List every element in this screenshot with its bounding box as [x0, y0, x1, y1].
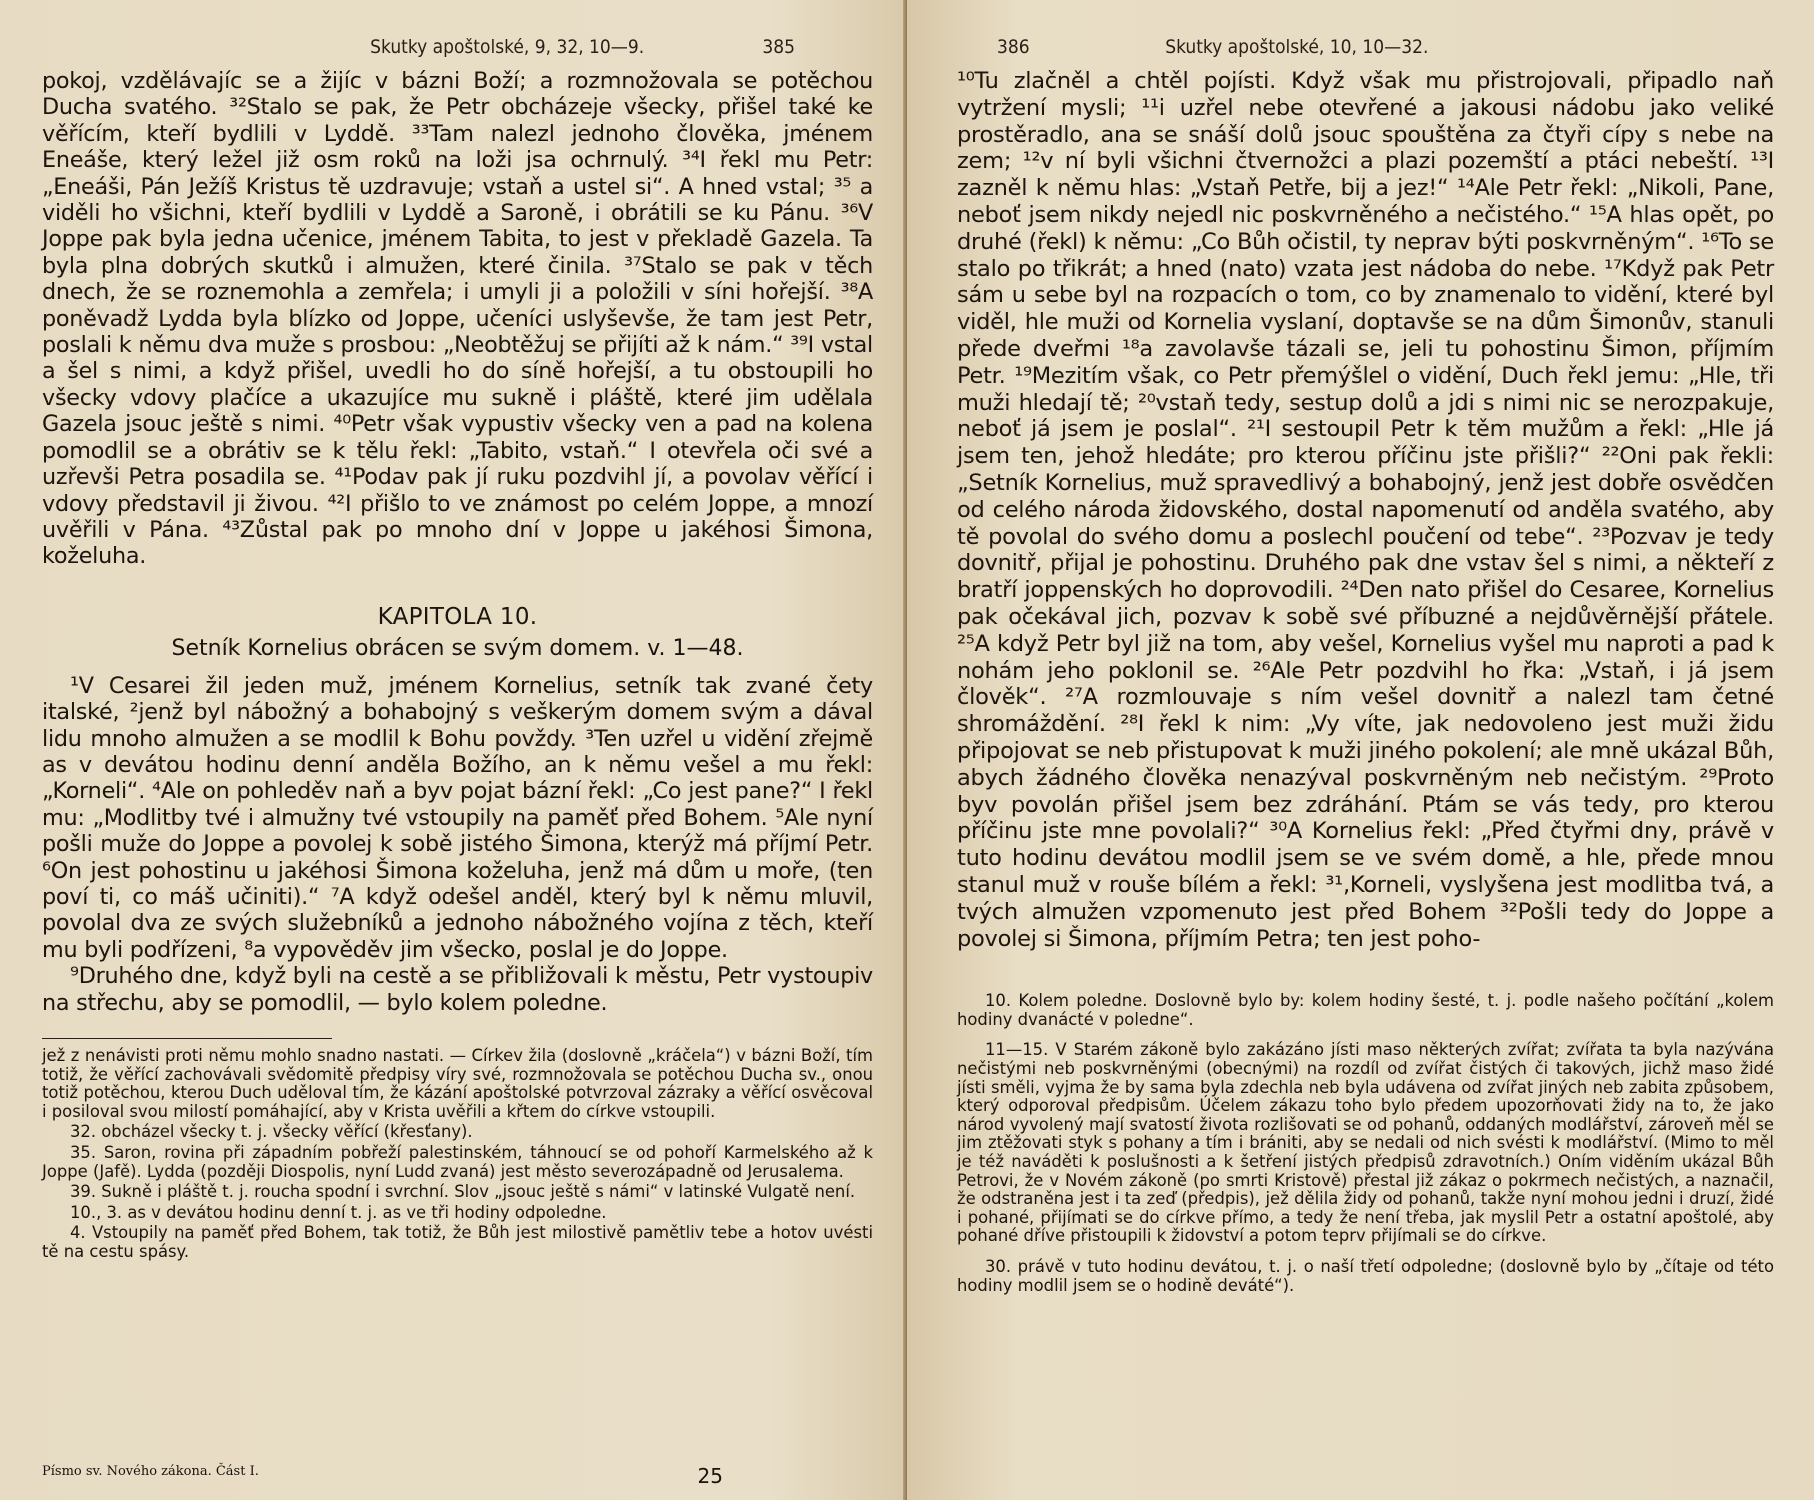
footer-signature-number: 25	[697, 1464, 723, 1488]
footnote: jež z nenávisti proti němu mohlo snadno nastati. — Církev žila (doslovně „kráčela“) v bázni Boží, tím totiž, že věřící zachovávali svědomitě předpisy víry své, rozmnožovala se potěchou Ducha sv., onou totiž potěchou, kterou Duch uděloval tím, že kázání apoštolské potvrzoval zázraky a věřící osvěcoval i posiloval svou milostí pomáhající, aby v Krista uvěřili a křtem do církve vstoupili.	[42, 1046, 873, 1121]
footnote: 35. Saron, rovina při západním pobřeží palestinském, táhnoucí se od pohoří Karmelského až k Joppe (Jafě). Lydda (později Diospolis, nyní Ludd zvaná) jest město severozápadně od Jerusalema.	[42, 1142, 873, 1181]
footnote-divider	[42, 1038, 332, 1039]
footer-book-title: Písmo sv. Nového zákona. Část I.	[42, 1464, 259, 1479]
chapter-paragraph: ⁹Druhého dne, když byli na cestě a se přibližovali k městu, Petr vystoupiv na střechu, aby se pomodlil, — bylo kolem poledne.	[42, 963, 873, 1016]
left-paragraph: pokoj, vzdělávajíc se a žijíc v bázni Boží; a rozmnožovala se potěchou Ducha svatého. ³²Stalo se pak, že Petr obcházeje všecky, přišel také ke věřícím, kteří bydlili v Lyddě. ³³Tam nalezl jednoho člověka, jménem Eneáše, který ležel již osm roků na loži jsa ochrnulý. ³⁴I řekl mu Petr: „Eneáši, Pán Ježíš Kristus tě uzdravuje; vstaň a ustel si“. A hned vstal; ³⁵ a viděli ho všichni, kteří bydlili v Lyddě a Saroně, i obrátili se ku Pánu. ³⁶V Joppe pak byla jedna učenice, jménem Tabita, to jest v překladě Gazela. Ta byla plna dobrých skutků i almužen, které činila. ³⁷Stalo se pak v těch dnech, že se roznemohla a zemřela; i umyli ji a položili v síni hořejší. ³⁸A poněvadž Lydda byla blízko od Joppe, učeníci uslyševše, že tam jest Petr, poslali k němu dva muže s prosbou: „Neobtěžuj se přijíti až k nám.“ ³⁹I vstal a šel s nimi, a když přišel, uvedli ho do síně hořejší, a tu obstoupili ho všecky vdovy plačíce a ukazujíce mu sukně i pláště, které jim udělala Gazela jsouc ještě s nimi. ⁴⁰Petr však vypustiv všecky ven a pad na kolena pomodlil se a obrátiv se k tělu řekl: „Tabito, vstaň.“ I otevřela oči své a uzřevši Petra posadila se. ⁴¹Podav pak jí ruku pozdvihl jí, a povolav věřící i vdovy představil ji živou. ⁴²I přišlo to ve známost po celém Joppe, a mnozí uvěřili v Pána. ⁴³Zůstal pak po mnoho dní v Joppe u jakéhosi Šimona, koželuha.	[42, 68, 873, 570]
chapter-body-text	[42, 673, 873, 1016]
right-running-head	[957, 36, 1774, 58]
left-running-head-title: Skutky apoštolské, 9, 32, 10—9.	[370, 36, 645, 58]
left-running-head	[42, 36, 873, 58]
chapter-heading: KAPITOLA 10.	[377, 603, 538, 630]
right-footnotes	[957, 992, 1774, 1295]
chapter-paragraph: ¹V Cesarei žil jeden muž, jménem Kornelius, setník tak zvané čety italské, ²jenž byl nábožný a bohabojný s veškerým domem svým a dával lidu mnoho almužen a se modlil k Bohu povždy. ³Ten uzřel u vidění zřejmě as v devátou hodinu denní anděla Božího, an k němu vešel a mu řekl: „Korneli“. ⁴Ale on pohleděv naň a byv pojat bázní řekl: „Co jest pane?“ I řekl mu: „Modlitby tvé i almužny tvé vstoupily na paměť před Bohem. ⁵Ale nyní pošli muže do Joppe a povolej k sobě jistého Šimona, kterýž má příjmí Petr. ⁶On jest pohostinu u jakéhosi Šimona koželuha, jenž má dům u moře, (ten poví ti, co máš učiniti).“ ⁷A když odešel anděl, který byl k němu mluvil, povolal dva ze svých služebníků a jednoho nábožného vojína z těch, kteří mu byli podřízeni, ⁸a vypověděv jim všecko, poslal je do Joppe.	[42, 672, 873, 963]
left-body-text	[42, 68, 873, 570]
footnote: 4. Vstoupily na paměť před Bohem, tak totiž, že Bůh jest milostivě pamětliv tebe a hotov uvésti tě na cestu spásy.	[42, 1223, 873, 1261]
footnote: 10., 3. as v devátou hodinu denní t. j. as ve tři hodiny odpoledne.	[70, 1202, 607, 1222]
right-page	[907, 0, 1814, 1500]
left-footnotes	[42, 1047, 873, 1262]
footnote: 39. Sukně i pláště t. j. roucha spodní i svrchní. Slov „jsouc ještě s námi“ v latinské Vulgatě není.	[70, 1182, 856, 1202]
right-page-number: 386	[997, 36, 1030, 58]
footnote: 10. Kolem poledne. Doslovně bylo by: kolem hodiny šesté, t. j. podle našeho počítání „kolem hodiny dvanácté v poledne“.	[957, 991, 1774, 1029]
footnote: 30. právě v tuto hodinu devátou, t. j. o naší třetí odpoledne; (doslovně bylo by „čítaje od této hodiny modlil jsem se o hodině deváté“).	[957, 1257, 1774, 1295]
left-page-number: 385	[762, 36, 795, 58]
right-running-head-title: Skutky apoštolské, 10, 10—32.	[1165, 36, 1429, 58]
footnote: 32. obcházel všecky t. j. všecky věřící (křesťany).	[70, 1122, 473, 1142]
footnote: 11—15. V Starém zákoně bylo zakázáno jísti maso některých zvířat; zvířata ta byla nazývána nečistými neb poskvrněnými (obecnými) na rozdíl od zvířat čistých či takových, jichž maso židé jísti směli, vyjma že by sama byla zdechla neb byla udávena od zvířat jiných neb zabita způsobem, který odporoval předpisům. Účelem zákazu toho bylo předem upozorňovati židy na to, že jako národ vyvolený mají svatostí života rozlišovati se od pohanů, oddaných modlářství, zároveň měl se jim ztěžovati styk s pohany a tím i brániti, aby se nedali od nich svésti k modlářství. (Mimo to měl je též naváděti k poslušnosti a k šetření jistých předpisů zdravotních.) Oním viděním ukázal Bůh Petrovi, že v Novém zákoně (po smrti Kristově) přestal již zákaz o pokrmech nečistých, a naznačil, že odstraněna jest i ta zeď (předpis), jež dělila židy od pohanů, takže nyní mohou jedni i druzí, židé i pohané, přijímati se do církve přímo, a tedy že není třeba, jak myslil Petr a ostatní apoštolé, aby pohané dříve přistoupili k židovství a potom teprv přijímali se do církve.	[957, 1040, 1774, 1246]
right-body-text	[957, 68, 1774, 952]
left-footer	[42, 1464, 873, 1488]
chapter-subheading: Setník Kornelius obrácen se svým domem. v. 1—48.	[171, 635, 744, 661]
right-paragraph: ¹⁰Tu zlačněl a chtěl pojísti. Když však mu přistrojovali, připadlo naň vytržení mysli; ¹¹i uzřel nebe otevřené a jakousi nádobu jako veliké prostěradlo, ana se snáší dolů jsouc spouštěna za čtyři cípy s nebe na zem; ¹²v ní byli všichni čtvernožci a plazi pozemští a ptáci nebeští. ¹³I zazněl k němu hlas: „Vstaň Petře, bij a jez!“ ¹⁴Ale Petr řekl: „Nikoli, Pane, neboť jsem nikdy nejedl nic poskvrněného a nečistého.“ ¹⁵A hlas opět, po druhé (řekl) k němu: „Co Bůh očistil, ty neprav býti poskvrněným“. ¹⁶To se stalo po třikrát; a hned (nato) vzata jest nádoba do nebe. ¹⁷Když pak Petr sám u sebe byl na rozpacích o tom, co by znamenalo to vidění, které byl viděl, hle muži od Kornelia vyslaní, doptavše se na dům Šimonův, stanuli přede dveřmi ¹⁸a zavolavše tázali se, jeli tu pohostinu Šimon, příjmím Petr. ¹⁹Mezitím však, co Petr přemýšlel o vidění, Duch řekl jemu: „Hle, tři muži hledají tě; ²⁰vstaň tedy, sestup dolů a jdi s nimi nic se nerozpakuje, neboť já jsem je poslal“. ²¹I sestoupil Petr k těm mužům a řekl: „Hle já jsem ten, jehož hledáte; pro kterou příčinu jste přišli?“ ²²Oni pak řekli: „Setník Kornelius, muž spravedlivý a bohabojný, jenž jest dobře osvědčen od celého národa židovského, dostal napomenutí od anděla svatého, aby tě povolal do svého domu a poslechl poučení od tebe“. ²³Pozvav je tedy dovnitř, přijal je pohostinu. Druhého pak dne vstav šel s nimi, a někteří z bratří joppenských ho doprovodili. ²⁴Den nato přišel do Cesaree, Kornelius pak očekával jich, pozvav k sobě své příbuzné a nejdůvěrnější přátele. ²⁵A když Petr byl již na tom, aby vešel, Kornelius vyšel mu naproti a pad k nohám jeho poklonil se. ²⁶Ale Petr pozdvihl ho řka: „Vstaň, i já jsem člověk“. ²⁷A rozmlouvaje s ním vešel dovnitř a nalezl tam četné shromáždění. ²⁸I řekl k nim: „Vy víte, jak nedovoleno jest muži židu připojovat se neb přistupovat k muži jiného pokolení; ale mně ukázal Bůh, abych žádného člověka nenazýval poskvrněným neb nečistým. ²⁹Proto byv povolán přišel jsem bez zdráhání. Ptám se vás tedy, pro kterou příčinu jste mne povolali?“ ³⁰A Kornelius řekl: „Před čtyřmi dny, právě v tuto hodinu devátou modlil jsem se ve svém domě, a hle, přede mnou stanul muž v rouše bílém a řekl: ³¹‚Korneli, vyslyšena jest modlitba tvá, a tvých almužen vzpomenuto jest před Bohem ³²Pošli tedy do Joppe a povolej si Šimona, příjmím Petra; ten jest poho-	[957, 68, 1774, 952]
